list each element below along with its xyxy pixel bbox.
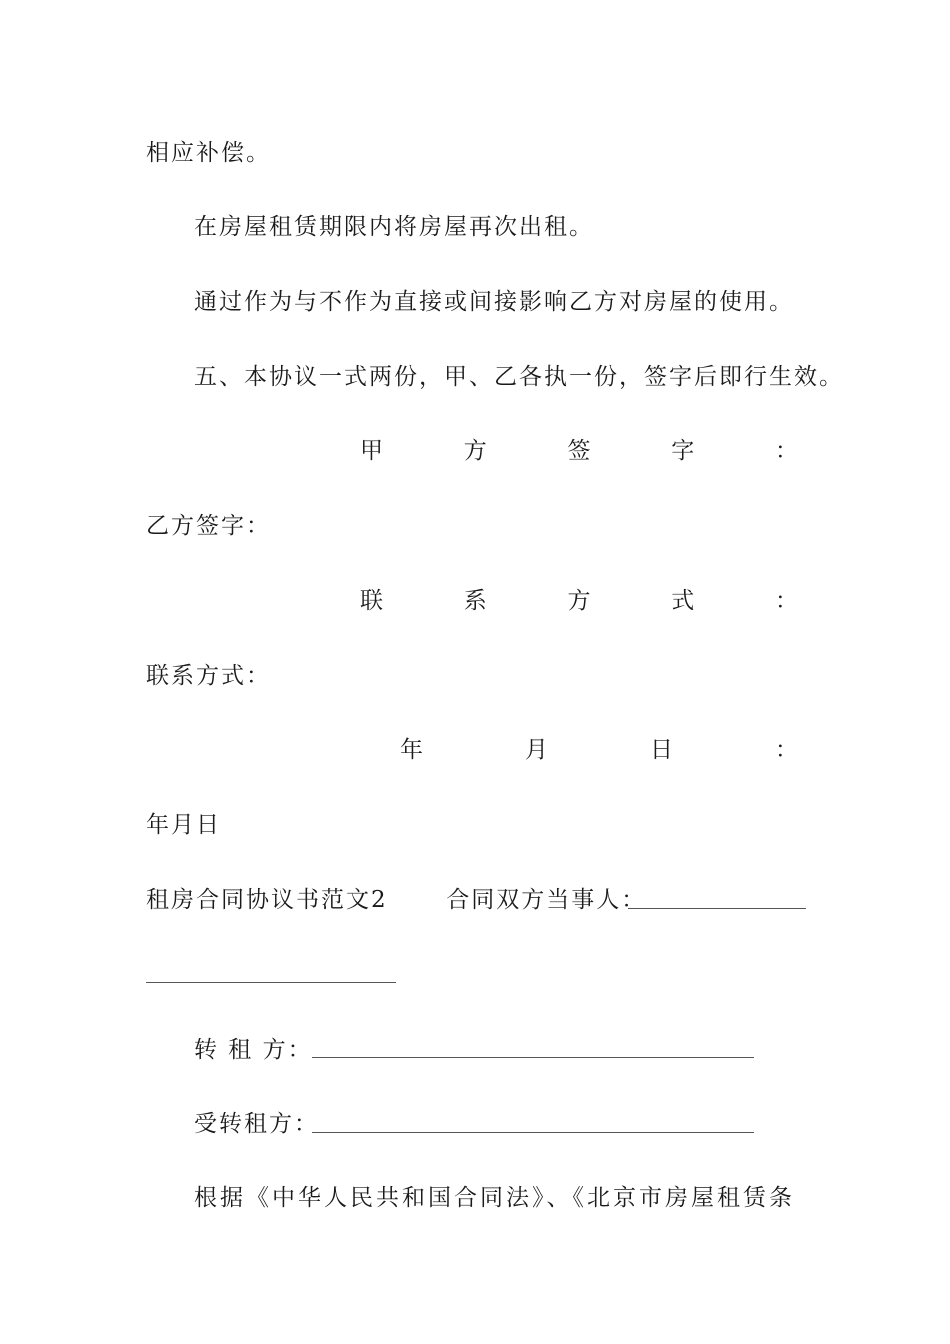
body-line-re-rent: 在房屋租赁期限内将房屋再次出租。 [194,214,594,240]
contract2-basis-line: 根据《中华人民共和国合同法》、《北京市房屋租赁条 [194,1185,795,1211]
contract2-title: 租房合同协议书范文2 [146,887,388,913]
contact-a-char: 联 [360,588,385,614]
date-a-char: 年 [400,737,425,763]
contract2-parties-label: 合同双方当事人： [446,887,647,913]
party-a-char: ： [775,438,800,464]
party-b-date-label: 年月日 [146,812,221,838]
sublessor-blank-line [312,1057,754,1058]
parties-blank-line [628,908,806,909]
contact-a-char: 方 [567,588,593,614]
body-line-affect-use: 通过作为与不作为直接或间接影响乙方对房屋的使用。 [194,289,794,315]
contact-a-char: ： [775,588,800,614]
sublessee-line [194,1109,319,1139]
party-a-signature-line [360,436,800,466]
party-a-date-line [400,735,800,765]
date-a-char: 日 [650,737,675,763]
party-a-char: 甲 [360,438,385,464]
contact-a-char: 系 [463,588,489,614]
sublessee-blank-line [312,1132,754,1133]
parties-blank-line-continued [146,982,396,983]
date-a-char: 月 [525,737,550,763]
sublessor-label: 转 租 方： [194,1037,313,1063]
party-a-contact-line [360,586,800,616]
party-a-char: 签 [567,438,593,464]
date-a-char: ： [775,737,800,763]
contract2-title-line [146,885,646,915]
body-line-clause-five: 五、本协议一式两份，甲、乙各执一份，签字后即行生效。 [194,364,844,390]
party-b-signature-label: 乙方签字： [146,513,271,539]
body-line-compensation: 相应补偿。 [146,140,271,166]
contact-a-char: 式 [671,588,697,614]
party-b-contact-label: 联系方式： [146,663,271,689]
sublessee-label: 受转租方： [194,1111,319,1137]
sublessor-line [194,1035,313,1065]
party-a-char: 字 [671,438,697,464]
party-a-char: 方 [463,438,489,464]
